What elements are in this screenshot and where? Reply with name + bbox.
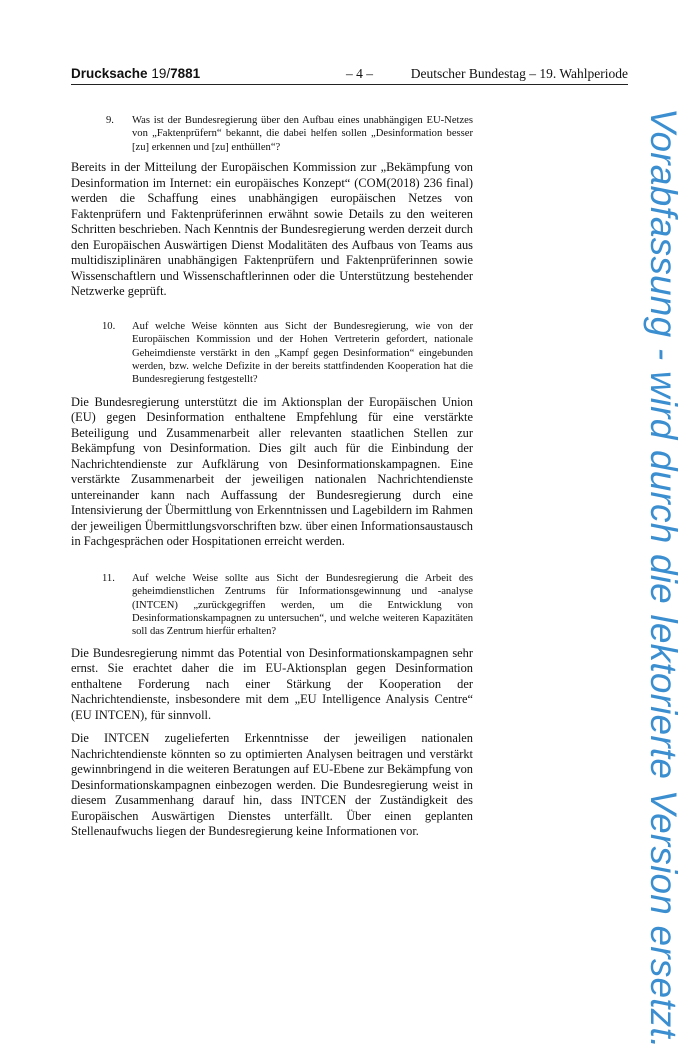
question-10 <box>102 320 473 387</box>
answer-11-paragraph-2: Die INTCEN zugelieferten Erkenntnisse der jeweiligen nationalen Nachrichtendienste könnten so zu optimierten Analysen beitragen und verstärkt gewinnbringend in die weiteren Beratungen auf EU-Ebene zur Bekämpfung von Desinformationskampagnen einbezogen werden. Die Bundesregierung weist in diesem Zusammenhang darauf hin, dass INTCEN der Zuständigkeit des Europäischen Auswärtigen Dienstes unterfällt. Über einen geplanten Stellenaufwuchs liegen der Bundesregierung keine Informationen vor. <box>71 731 473 839</box>
question-9 <box>106 114 473 154</box>
doc-number: 7881 <box>170 66 201 81</box>
doc-label: Drucksache <box>71 66 148 81</box>
question-11 <box>102 572 473 639</box>
preliminary-version-watermark <box>632 108 692 1048</box>
question-number: 10. <box>102 320 116 332</box>
question-number: 11. <box>102 572 115 584</box>
publisher: Deutscher Bundestag – 19. Wahlperiode <box>410 66 628 81</box>
doc-period: 19/ <box>151 66 171 81</box>
watermark-text: Vorabfassung - wird durch die lektorierte Version ersetzt. <box>643 108 684 1048</box>
answer-9: Bereits in der Mitteilung der Europäischen Kommission zur „Bekämpfung von Desinformation im Internet: ein europäisches Konzept“ (COM(2018) 236 final) werden die Schaffung eines unabhängigen europäischen Netzes von Faktenprüfern und Faktenprüferinnen erwähnt sowie Details zu den weiteren Schritten beschrieben. Nach Kenntnis der Bundesregierung werden derzeit durch den Europäischen Auswärtigen Dienst Modalitäten des Aufbaus von Teams aus multidisziplinären unabhängigen Faktenprüfern und Faktenprüferinnen sowie Wissenschaftlern und Wissenschaftlerinnen oder die Unterstützung bestehender Netzwerke geprüft. <box>71 160 473 299</box>
question-number: 9. <box>106 115 114 126</box>
page-number: – 4 – <box>346 66 373 81</box>
answer-10: Die Bundesregierung unterstützt die im Aktionsplan der Europäischen Union (EU) gegen Desinformation enthaltene Empfehlung für eine verstärkte Beteiligung und Zusammenarbeit aller relevanten staatlichen Stellen zur Bekämpfung von Desinformation. Dies gilt auch für die Einbindung der Nachrichtendienste zur Aufklärung von Desinformationskampagnen. Eine verstärkte Zusammenarbeit der jeweiligen nationalen Nachrichtendienste untereinander kann nach Auffassung der Bundesregierung durch eine Intensivierung der Übermittlung von Erkenntnissen und Lagebildern im Rahmen der jeweiligen Übermittlungsvorschriften bzw. über einen Informationsaustausch in Fachgesprächen oder Hospitationen erreicht werden. <box>71 394 473 549</box>
page-header <box>71 64 628 85</box>
question-text: Auf welche Weise könnten aus Sicht der Bundesregierung, wie von der Europäischen Kommission und der Hohen Vertreterin gefordert, nationale Geheimdienste verstärkt in den „Kampf gegen Desinformation“ eingebunden werden, bzw. welche Defizite in der bereits stattfindenden Kooperation hat die Bundesregierung festgestellt? <box>132 320 473 386</box>
question-text: Auf welche Weise sollte aus Sicht der Bundesregierung die Arbeit des geheimdienstlichen Zentrums für Informationsgewinnung und -analyse (INTCEN) „zurückgegriffen werden, um die Entwicklung von Desinformationskampagnen zu untersuchen“, und welche weiteren Kapazitäten soll das Zentrum hierfür erhalten? <box>132 572 473 638</box>
question-text: Was ist der Bundesregierung über den Aufbau eines unabhängigen EU-Netzes von „Faktenprüfern“ bekannt, die dabei helfen sollen „Desinformation besser [zu] erkennen und [zu] enthüllen“? <box>132 115 473 153</box>
answer-11-paragraph-1: Die Bundesregierung nimmt das Potential von Desinformationskampagnen sehr ernst. Sie erachtet daher die im EU-Aktionsplan gegen Desinformation enthaltene Forderung nach einer Stärkung der Kooperation der Nachrichtendienste, insbesondere mit dem „EU Intelligence Analysis Centre“ (EU INTCEN), für sinnvoll. <box>71 645 473 722</box>
document-body <box>71 114 473 840</box>
